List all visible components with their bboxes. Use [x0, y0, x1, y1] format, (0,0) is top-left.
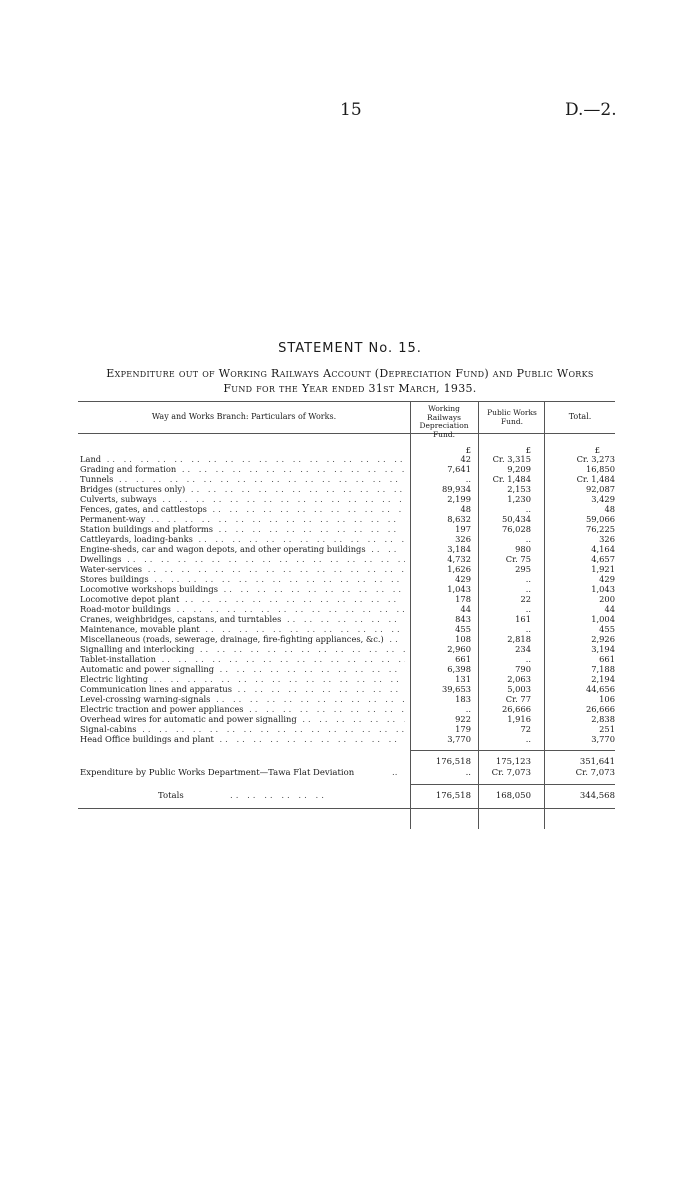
row-label: Signalling and interlocking .. .. — [80, 645, 405, 655]
statement-title: STATEMENT No. 15. — [278, 341, 422, 356]
table-row — [80, 495, 615, 505]
table-row — [80, 575, 615, 585]
total-value: 1,921 — [591, 564, 615, 574]
row-label: Road-motor buildings .. .. — [80, 605, 405, 615]
public-works-value: 2,063 — [507, 674, 531, 684]
total-value: 59,066 — [585, 514, 615, 524]
working-railways-value: 44 — [460, 604, 471, 614]
deviation-total: Cr. 7,073 — [575, 768, 615, 778]
table-row — [80, 605, 615, 615]
subtotal-public-works: 175,123 — [495, 757, 531, 767]
working-railways-value: 455 — [455, 624, 471, 634]
working-railways-value: 4,732 — [447, 554, 471, 564]
table-row — [80, 505, 615, 515]
public-works-value: 1,230 — [507, 494, 531, 504]
deviation-label: Expenditure by Public Works Department—Tawa Flat Deviation — [80, 768, 355, 778]
header-bottom-rule — [78, 433, 615, 434]
table-row — [80, 515, 615, 525]
public-works-value: 22 — [520, 594, 531, 604]
row-label: Bridges (structures only) .. .. — [80, 485, 405, 495]
public-works-value: Cr. 3,315 — [492, 454, 531, 464]
total-value: 1,043 — [591, 584, 615, 594]
table-row — [80, 685, 615, 695]
row-label: Electric traction and power appliances .. .. — [80, 705, 405, 715]
totals-label: Totals — [158, 791, 184, 801]
row-label: Automatic and power signalling .. .. — [80, 665, 405, 675]
public-works-value: .. — [525, 504, 531, 514]
working-railways-value: 661 — [455, 654, 471, 664]
working-railways-value: 6,398 — [447, 664, 471, 674]
public-works-value: 26,666 — [501, 704, 531, 714]
table-row — [80, 485, 615, 495]
row-label: Communication lines and apparatus .. .. — [80, 685, 405, 695]
total-value: 3,429 — [591, 494, 615, 504]
total-value: 7,188 — [591, 664, 615, 674]
total-value: 48 — [604, 504, 615, 514]
row-label: Tablet-installation .. .. — [80, 655, 405, 665]
column-header-working-railways: Working Railways Depreciation Fund. — [419, 404, 469, 439]
working-railways-value: 843 — [455, 614, 471, 624]
leader-dots: .. — [392, 768, 398, 778]
total-value: 44,656 — [585, 684, 615, 694]
row-label: Level-crossing warning-signals .. .. — [80, 695, 405, 705]
row-label: Tunnels .. .. — [80, 475, 405, 485]
working-railways-value: 179 — [455, 724, 471, 734]
table-row — [80, 725, 615, 735]
public-works-value: 980 — [515, 544, 531, 554]
table-row — [80, 545, 615, 555]
row-label: Overhead wires for automatic and power signalling .. .. — [80, 715, 405, 725]
row-label: Miscellaneous (roads, sewerage, drainage, fire-fighting appliances, &c.) .. .. — [80, 635, 405, 645]
total-value: 4,164 — [591, 544, 615, 554]
document-reference: D.—2. — [565, 100, 617, 120]
currency-symbol: £ — [465, 446, 471, 456]
working-railways-value: .. — [465, 704, 471, 714]
row-label: Locomotive depot plant .. .. — [80, 595, 405, 605]
public-works-value: 2,818 — [507, 634, 531, 644]
column-header-total: Total. — [568, 412, 592, 421]
row-label: Cattleyards, loading-banks .. .. — [80, 535, 405, 545]
public-works-value: 295 — [515, 564, 531, 574]
total-value: 106 — [599, 694, 615, 704]
working-railways-value: 42 — [460, 454, 471, 464]
subtotal-rule — [410, 750, 615, 751]
public-works-value: Cr. 75 — [505, 554, 531, 564]
public-works-value: 234 — [515, 644, 531, 654]
totals-rule — [410, 784, 615, 785]
table-row — [80, 735, 615, 745]
total-value: 661 — [599, 654, 615, 664]
working-railways-value: 89,934 — [441, 484, 471, 494]
table-top-rule — [78, 401, 615, 402]
total-value: Cr. 1,484 — [576, 474, 615, 484]
working-railways-value: 48 — [460, 504, 471, 514]
table-row — [80, 645, 615, 655]
column-header-particulars: Way and Works Branch: Particulars of Works. — [151, 412, 337, 421]
table-row — [80, 585, 615, 595]
row-label: Dwellings .. .. — [80, 555, 405, 565]
row-label: Stores buildings .. .. — [80, 575, 405, 585]
totals-public-works: 168,050 — [495, 791, 531, 801]
public-works-value: .. — [525, 624, 531, 634]
row-label: Engine-sheds, car and wagon depots, and other operating buildings .. .. — [80, 545, 405, 555]
table-row — [80, 695, 615, 705]
row-label: Fences, gates, and cattlestops .. .. — [80, 505, 405, 515]
row-label: Locomotive workshops buildings .. .. — [80, 585, 405, 595]
working-railways-value: 183 — [455, 694, 471, 704]
total-value: 4,657 — [591, 554, 615, 564]
totals-working-railways: 176,518 — [435, 791, 471, 801]
total-value: 3,770 — [591, 734, 615, 744]
public-works-value: .. — [525, 604, 531, 614]
public-works-value: .. — [525, 574, 531, 584]
subtitle-line-1: Expenditure out of Working Railways Account (Depreciation Fund) and Public Works — [106, 367, 594, 380]
public-works-value: .. — [525, 584, 531, 594]
total-value: 3,194 — [591, 644, 615, 654]
public-works-value: 50,434 — [501, 514, 531, 524]
total-value: 44 — [604, 604, 615, 614]
total-value: 1,004 — [591, 614, 615, 624]
working-railways-value: 326 — [455, 534, 471, 544]
row-label: Land .. .. — [80, 455, 405, 465]
currency-symbol: £ — [525, 446, 531, 456]
working-railways-value: 197 — [455, 524, 471, 534]
public-works-value: 790 — [515, 664, 531, 674]
total-value: 429 — [599, 574, 615, 584]
table-bottom-rule — [78, 808, 615, 809]
row-label: Head Office buildings and plant .. .. — [80, 735, 405, 745]
total-value: Cr. 3,273 — [576, 454, 615, 464]
table-row — [80, 565, 615, 575]
table-row — [80, 555, 615, 565]
table-row — [80, 475, 615, 485]
working-railways-value: 1,043 — [447, 584, 471, 594]
public-works-value: 9,209 — [507, 464, 531, 474]
row-label: Culverts, subways .. .. — [80, 495, 405, 505]
total-value: 455 — [599, 624, 615, 634]
public-works-value: 2,153 — [507, 484, 531, 494]
table-row — [80, 715, 615, 725]
working-railways-value: 429 — [455, 574, 471, 584]
public-works-value: .. — [525, 534, 531, 544]
public-works-value: 161 — [515, 614, 531, 624]
working-railways-value: 922 — [455, 714, 471, 724]
working-railways-value: 108 — [455, 634, 471, 644]
total-value: 16,850 — [585, 464, 615, 474]
table-row — [80, 465, 615, 475]
leader-dots: .. .. .. .. .. .. — [230, 791, 327, 801]
row-label: Cranes, weighbridges, capstans, and turntables .. .. — [80, 615, 405, 625]
statement-subtitle — [70, 366, 630, 396]
deviation-working-railways: .. — [465, 768, 471, 778]
table-row — [80, 525, 615, 535]
public-works-value: .. — [525, 654, 531, 664]
working-railways-value: 178 — [455, 594, 471, 604]
working-railways-value: 7,641 — [447, 464, 471, 474]
table-row — [80, 625, 615, 635]
deviation-public-works: Cr. 7,073 — [491, 768, 531, 778]
working-railways-value: 131 — [455, 674, 471, 684]
table-row — [80, 675, 615, 685]
column-header-public-works: Public Works Fund. — [487, 408, 537, 426]
row-label: Maintenance, movable plant .. .. — [80, 625, 405, 635]
row-label: Grading and formation .. .. — [80, 465, 405, 475]
row-label: Signal-cabins .. .. — [80, 725, 405, 735]
total-value: 26,666 — [585, 704, 615, 714]
working-railways-value: 39,653 — [441, 684, 471, 694]
working-railways-value: 1,626 — [447, 564, 471, 574]
total-value: 200 — [599, 594, 615, 604]
total-value: 2,194 — [591, 674, 615, 684]
working-railways-value: 2,199 — [447, 494, 471, 504]
public-works-value: 76,028 — [501, 524, 531, 534]
totals-total: 344,568 — [579, 791, 615, 801]
table-row — [80, 665, 615, 675]
table-row — [80, 535, 615, 545]
subtotal-total: 351,641 — [579, 757, 615, 767]
table-row — [80, 615, 615, 625]
subtotal-working-railways: 176,518 — [435, 757, 471, 767]
working-railways-value: 8,632 — [447, 514, 471, 524]
table-row — [80, 635, 615, 645]
table-row — [80, 705, 615, 715]
public-works-value: .. — [525, 734, 531, 744]
public-works-value: Cr. 1,484 — [492, 474, 531, 484]
table-row — [80, 655, 615, 665]
working-railways-value: 2,960 — [447, 644, 471, 654]
working-railways-value: .. — [465, 474, 471, 484]
table-row — [80, 455, 615, 465]
total-value: 92,087 — [585, 484, 615, 494]
total-value: 251 — [599, 724, 615, 734]
row-label: Permanent-way .. .. — [80, 515, 405, 525]
total-value: 76,225 — [585, 524, 615, 534]
working-railways-value: 3,184 — [447, 544, 471, 554]
total-value: 326 — [599, 534, 615, 544]
row-label: Water-services .. .. — [80, 565, 405, 575]
public-works-value: Cr. 77 — [505, 694, 531, 704]
total-value: 2,838 — [591, 714, 615, 724]
public-works-value: 1,916 — [507, 714, 531, 724]
public-works-value: 5,003 — [507, 684, 531, 694]
currency-symbol: £ — [594, 446, 600, 456]
subtitle-line-2: Fund for the Year ended 31st March, 1935. — [223, 382, 477, 395]
working-railways-value: 3,770 — [447, 734, 471, 744]
row-label: Station buildings and platforms .. .. — [80, 525, 405, 535]
total-value: 2,926 — [591, 634, 615, 644]
table-row — [80, 595, 615, 605]
page-number: 15 — [340, 100, 362, 120]
row-label: Electric lighting .. .. — [80, 675, 405, 685]
public-works-value: 72 — [520, 724, 531, 734]
